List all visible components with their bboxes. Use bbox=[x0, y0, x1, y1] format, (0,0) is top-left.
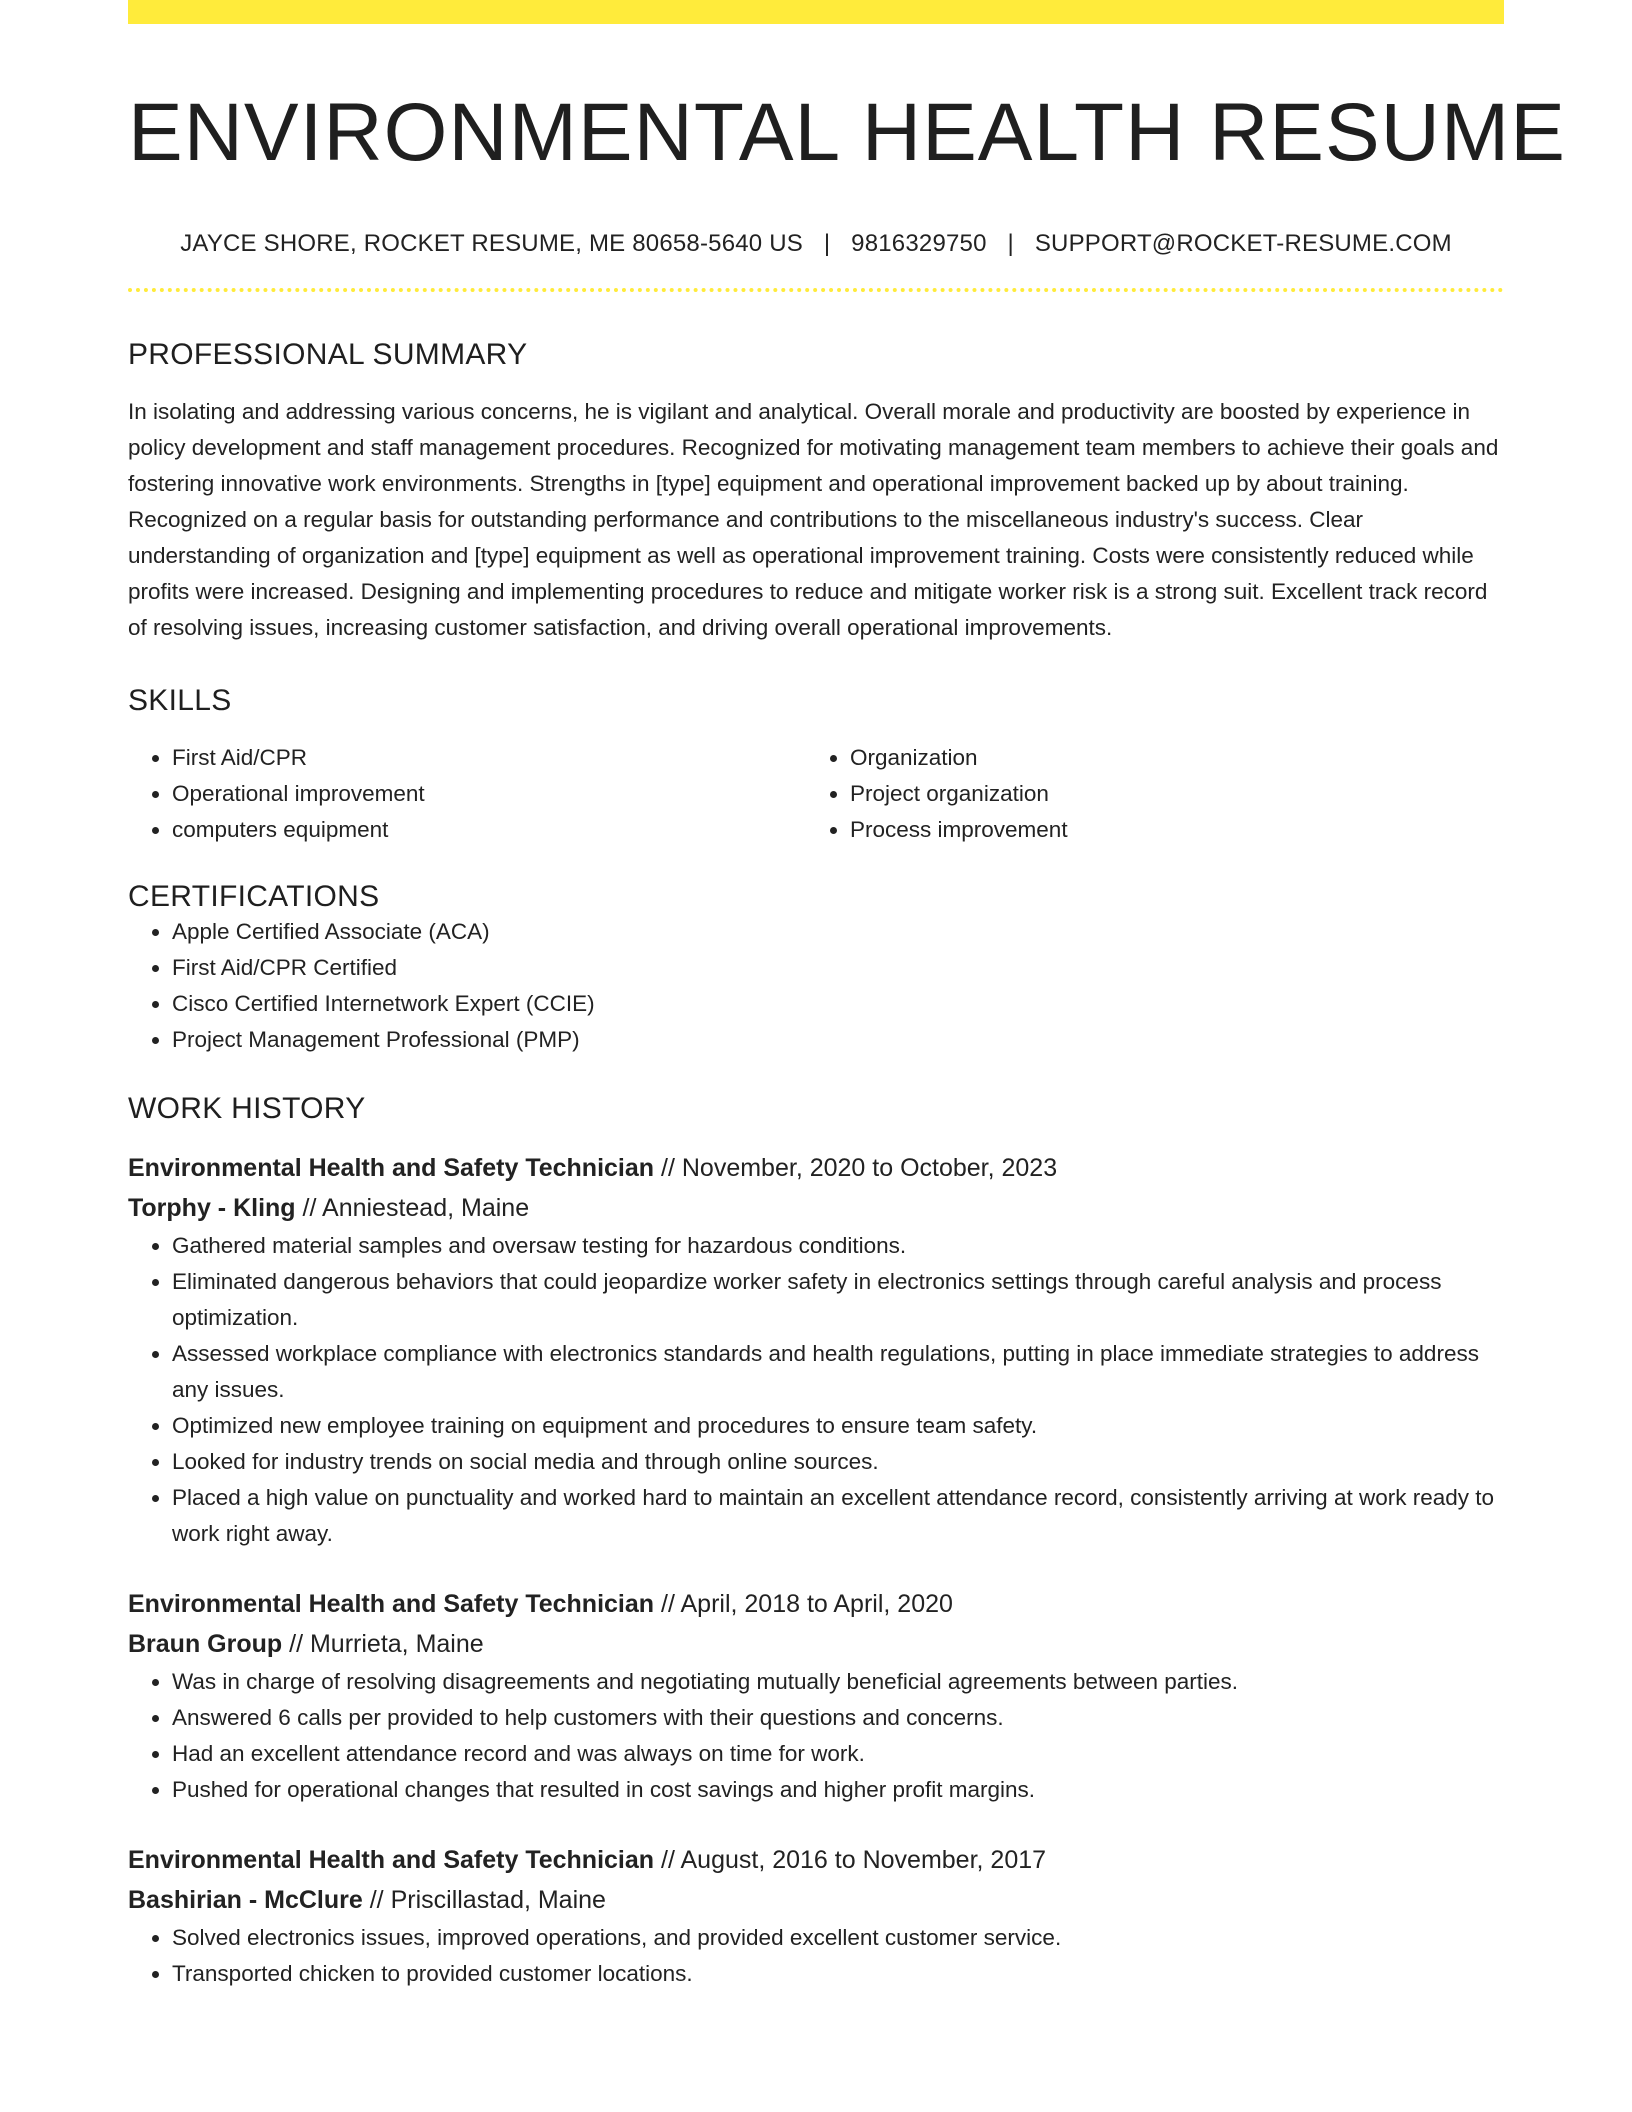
resume-title: ENVIRONMENTAL HEALTH RESUME bbox=[128, 87, 1566, 178]
skill-item: • Organization bbox=[850, 740, 1504, 776]
job-dates: August, 2016 to November, 2017 bbox=[680, 1846, 1047, 1875]
job-title: Environmental Health and Safety Technician bbox=[128, 1154, 655, 1183]
duty-item: • Optimized new employee training on equipment and procedures to ensure team safety. bbox=[172, 1408, 1504, 1444]
resume-page bbox=[128, 0, 1566, 1992]
job-company: Bashirian - McClure bbox=[128, 1886, 363, 1915]
duty-item: • Was in charge of resolving disagreements and negotiating mutually beneficial agreements between parties. bbox=[172, 1664, 1504, 1700]
certifications-heading: CERTIFICATIONS bbox=[128, 880, 380, 914]
job-location: Anniestead, Maine bbox=[322, 1194, 530, 1223]
job-title: Environmental Health and Safety Technician bbox=[128, 1846, 655, 1875]
skills-heading: SKILLS bbox=[128, 684, 232, 718]
contact-line bbox=[128, 230, 1504, 258]
skills-list-right bbox=[806, 740, 1504, 848]
job-company: Braun Group bbox=[128, 1630, 283, 1659]
skill-item: • Operational improvement bbox=[172, 776, 806, 812]
job-entry bbox=[128, 1840, 1504, 1992]
job-dates: November, 2020 to October, 2023 bbox=[681, 1154, 1058, 1183]
contact-separator: | bbox=[823, 230, 831, 258]
duty-item: • Had an excellent attendance record and was always on time for work. bbox=[172, 1736, 1504, 1772]
contact-phone: 9816329750 bbox=[851, 230, 987, 258]
work-history-heading: WORK HISTORY bbox=[128, 1092, 366, 1126]
job-duties-list bbox=[128, 1664, 1504, 1808]
job-company-line bbox=[128, 1880, 1504, 1920]
job-title: Environmental Health and Safety Technician bbox=[128, 1590, 655, 1619]
job-duties-list bbox=[128, 1920, 1504, 1992]
duty-item: • Placed a high value on punctuality and worked hard to maintain an excellent attendance record, consistently arriving at work ready to work right away. bbox=[172, 1480, 1504, 1552]
duty-item: • Gathered material samples and oversaw testing for hazardous conditions. bbox=[172, 1228, 1504, 1264]
contact-email: SUPPORT@ROCKET-RESUME.COM bbox=[1034, 230, 1452, 258]
skill-item: • Project organization bbox=[850, 776, 1504, 812]
job-title-line bbox=[128, 1148, 1504, 1188]
dotted-divider bbox=[128, 288, 1504, 292]
job-duties-list bbox=[128, 1228, 1504, 1552]
skills-list-left bbox=[128, 740, 806, 848]
duty-item: • Solved electronics issues, improved operations, and provided excellent customer service. bbox=[172, 1920, 1504, 1956]
summary-text: In isolating and addressing various concerns, he is vigilant and analytical. Overall morale and productivity are boosted by experience in policy development and staff management procedures. Recognized for motivating management team members to achieve their goals and fostering innovative work environments. Strengths in [type] equipment and operational improvement backed up by about training. Recognized on a regular basis for outstanding performance and contributions to the miscellaneous industry's success. Clear understanding of organization and [type] equipment as well as operational improvement training. Costs were consistently reduced while profits were increased. Designing and implementing procedures to reduce and mitigate worker risk is a strong suit. Excellent track record of resolving issues, increasing customer satisfaction, and driving overall operational improvements. bbox=[128, 399, 1499, 641]
duty-item: • Assessed workplace compliance with electronics standards and health regulations, putting in place immediate strategies to address any issues. bbox=[172, 1336, 1504, 1408]
delimiter: // bbox=[661, 1590, 675, 1619]
skill-item: • First Aid/CPR bbox=[172, 740, 806, 776]
certification-item: • Cisco Certified Internetwork Expert (CCIE) bbox=[172, 986, 1504, 1022]
contact-address: JAYCE SHORE, ROCKET RESUME, ME 80658-5640 US bbox=[180, 230, 803, 258]
job-dates: April, 2018 to April, 2020 bbox=[680, 1590, 953, 1619]
certifications-list bbox=[128, 914, 1504, 1058]
job-title-line bbox=[128, 1840, 1504, 1880]
job-company-line bbox=[128, 1188, 1504, 1228]
skill-item: • Process improvement bbox=[850, 812, 1504, 848]
job-entry bbox=[128, 1584, 1504, 1808]
job-entry bbox=[128, 1148, 1504, 1552]
skill-item: • computers equipment bbox=[172, 812, 806, 848]
contact-separator: | bbox=[1007, 230, 1014, 258]
delimiter: // bbox=[289, 1630, 304, 1659]
job-company: Torphy - Kling bbox=[128, 1194, 296, 1223]
job-company-line bbox=[128, 1624, 1504, 1664]
skills-grid bbox=[128, 740, 1504, 848]
job-location: Priscillastad, Maine bbox=[390, 1886, 606, 1915]
certification-item: • Project Management Professional (PMP) bbox=[172, 1022, 1504, 1058]
duty-item: • Transported chicken to provided customer locations. bbox=[172, 1956, 1504, 1992]
job-title-line bbox=[128, 1584, 1504, 1624]
job-location: Murrieta, Maine bbox=[309, 1630, 484, 1659]
delimiter: // bbox=[661, 1846, 675, 1875]
summary-heading: PROFESSIONAL SUMMARY bbox=[128, 338, 528, 372]
certification-item: • Apple Certified Associate (ACA) bbox=[172, 914, 1504, 950]
duty-item: • Answered 6 calls per provided to help customers with their questions and concerns. bbox=[172, 1700, 1504, 1736]
delimiter: // bbox=[302, 1194, 317, 1223]
certification-item: • First Aid/CPR Certified bbox=[172, 950, 1504, 986]
delimiter: // bbox=[661, 1154, 675, 1183]
duty-item: • Looked for industry trends on social media and through online sources. bbox=[172, 1444, 1504, 1480]
duty-item: • Pushed for operational changes that resulted in cost savings and higher profit margins. bbox=[172, 1772, 1504, 1808]
top-accent-bar bbox=[128, 0, 1504, 24]
duty-item: • Eliminated dangerous behaviors that could jeopardize worker safety in electronics settings through careful analysis and process optimization. bbox=[172, 1264, 1504, 1336]
delimiter: // bbox=[369, 1886, 384, 1915]
